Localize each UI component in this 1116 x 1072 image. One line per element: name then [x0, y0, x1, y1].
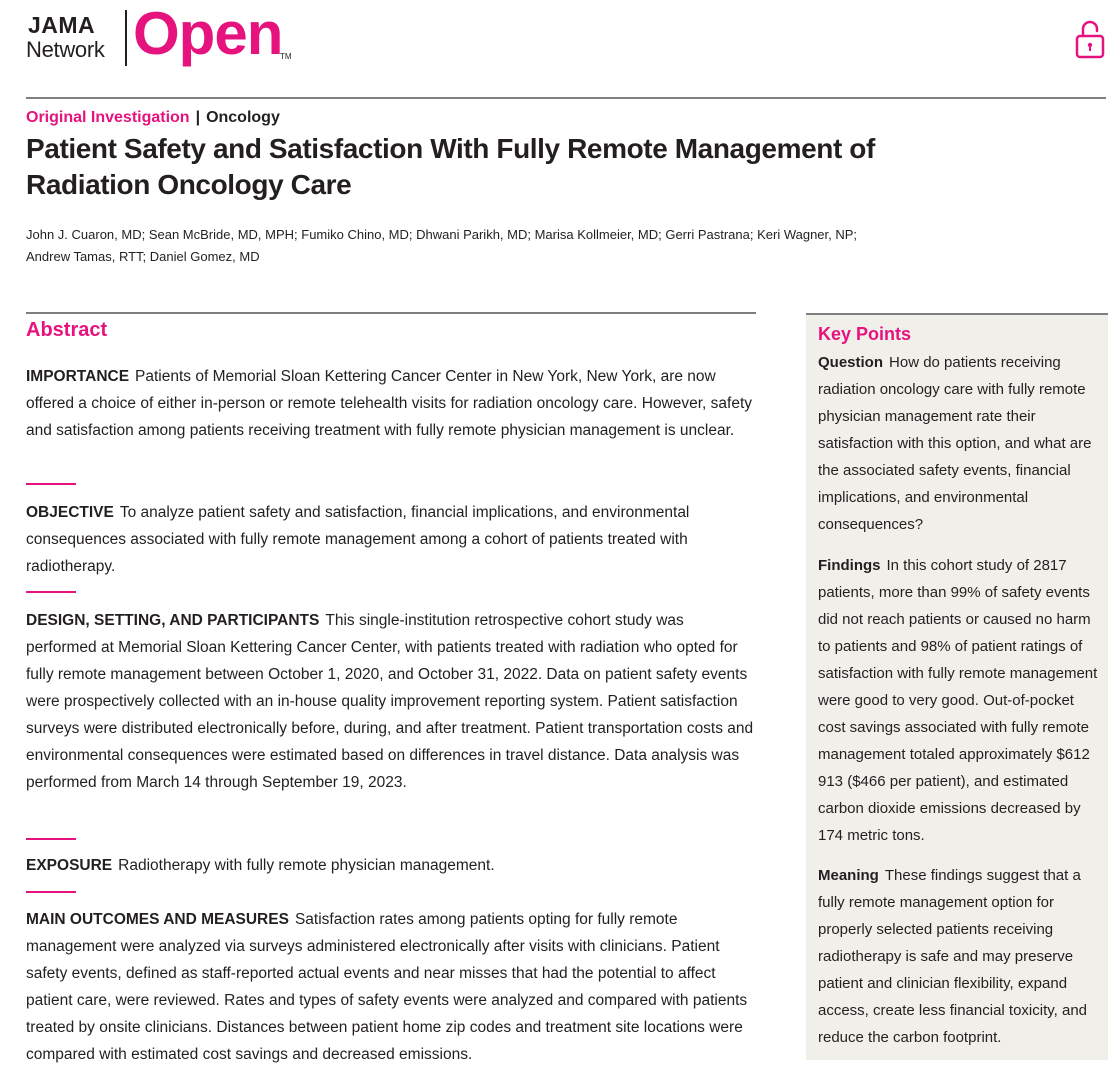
abstract-objective — [26, 499, 754, 580]
abstract-design — [26, 607, 754, 796]
key-point-text: In this cohort study of 2817 patients, more than 99% of safety events did not reach patients or caused no harm to patients and 98% of patient ratings of satisfaction with fully remote management were good to very good. Out-of-pocket cost savings associated with fully remote management totaled approximately $612 913 ($466 per patient), and estimated carbon dioxide emissions decreased by 174 metric tons. — [818, 557, 1098, 844]
logo-jama-text: JAMA — [28, 12, 96, 38]
section-text: This single-institution retrospective cohort study was performed at Memorial Sloan Kettering Cancer Center, with patients treated with radiation who opted for fully remote management between October 1, 2020, and October 31, 2022. Data on patient safety events were prospectively collected with an in-house quality improvement reporting system. Patient satisfaction surveys were distributed electronically before, during, and after treatment. Patient transportation costs and environmental consequences were estimated based on differences in travel distance. Data analysis was performed from March 14 through September 19, 2023. — [26, 612, 754, 791]
header-rule — [26, 97, 1106, 99]
abstract-heading: Abstract — [26, 319, 108, 341]
article-kicker — [26, 108, 280, 128]
section-divider — [26, 891, 76, 893]
kicker-separator: | — [195, 109, 201, 126]
abstract-outcomes — [26, 906, 754, 1068]
section-label: DESIGN, SETTING, AND PARTICIPANTS — [26, 612, 320, 629]
author-line-2: Andrew Tamas, RTT; Daniel Gomez, MD — [26, 249, 260, 264]
section-text: Radiotherapy with fully remote physician management. — [118, 857, 495, 874]
key-point-label: Meaning — [818, 867, 879, 884]
open-access-lock-icon — [1074, 18, 1106, 60]
key-point-label: Findings — [818, 557, 881, 574]
key-point-label: Question — [818, 354, 884, 371]
key-point-meaning — [818, 862, 1100, 1051]
section-label: EXPOSURE — [26, 857, 113, 874]
section-divider — [26, 838, 76, 840]
logo-open-text: Open — [133, 0, 283, 67]
abstract-importance — [26, 363, 754, 444]
key-points-rule — [806, 313, 1108, 315]
section-text: Satisfaction rates among patients opting for fully remote management were analyzed via surveys administered electronically after visits with clinicians. Patient safety events, defined as staff-reported actual events and near misses that had the potential to affect patient care, were reviewed. Rates and types of safety events were analyzed and compared with patients treated by onsite clinicians. Distances between patient home zip codes and treatment site locations were compared with estimated cost savings and decreased emissions. — [26, 911, 748, 1063]
section-divider — [26, 591, 76, 593]
article-type[interactable]: Original Investigation — [26, 109, 190, 126]
author-list — [26, 224, 946, 268]
key-point-text: These findings suggest that a fully remote management option for properly selected patients receiving radiotherapy is safe and may preserve patient and clinician flexibility, expand access, create less financial toxicity, and reduce the carbon footprint. — [818, 867, 1088, 1046]
section-label: IMPORTANCE — [26, 368, 130, 385]
section-text: To analyze patient safety and satisfaction, financial implications, and environmental consequences associated with fully remote management among a cohort of patients treated with radiotherapy. — [26, 504, 690, 575]
section-label: MAIN OUTCOMES AND MEASURES — [26, 911, 289, 928]
section-text: Patients of Memorial Sloan Kettering Cancer Center in New York, New York, are now offered a choice of either in-person or remote telehealth visits for radiation oncology care. However, safety and satisfaction among patients receiving treatment with fully remote physician management is unclear. — [26, 368, 753, 439]
logo-network-text: Network — [26, 37, 105, 62]
key-points-heading: Key Points — [818, 324, 912, 344]
article-title: Patient Safety and Satisfaction With Fully Remote Management of Radiation Oncology Care — [26, 133, 875, 200]
logo-divider — [125, 10, 127, 66]
article-category[interactable]: Oncology — [206, 109, 280, 126]
abstract-exposure — [26, 852, 754, 879]
logo-trademark: TM — [280, 52, 292, 61]
key-point-question — [818, 349, 1100, 538]
key-point-findings — [818, 552, 1100, 849]
section-label: OBJECTIVE — [26, 504, 114, 521]
abstract-rule — [26, 312, 756, 314]
section-divider — [26, 483, 76, 485]
key-point-text: How do patients receiving radiation oncology care with fully remote physician management rate their satisfaction with this option, and what are the associated safety events, financial implications, and environmental consequences? — [818, 354, 1092, 533]
author-line-1: John J. Cuaron, MD; Sean McBride, MD, MPH; Fumiko Chino, MD; Dhwani Parikh, MD; Marisa Kollmeier, MD; Gerri Pastrana; Keri Wagner, NP; — [26, 227, 858, 242]
